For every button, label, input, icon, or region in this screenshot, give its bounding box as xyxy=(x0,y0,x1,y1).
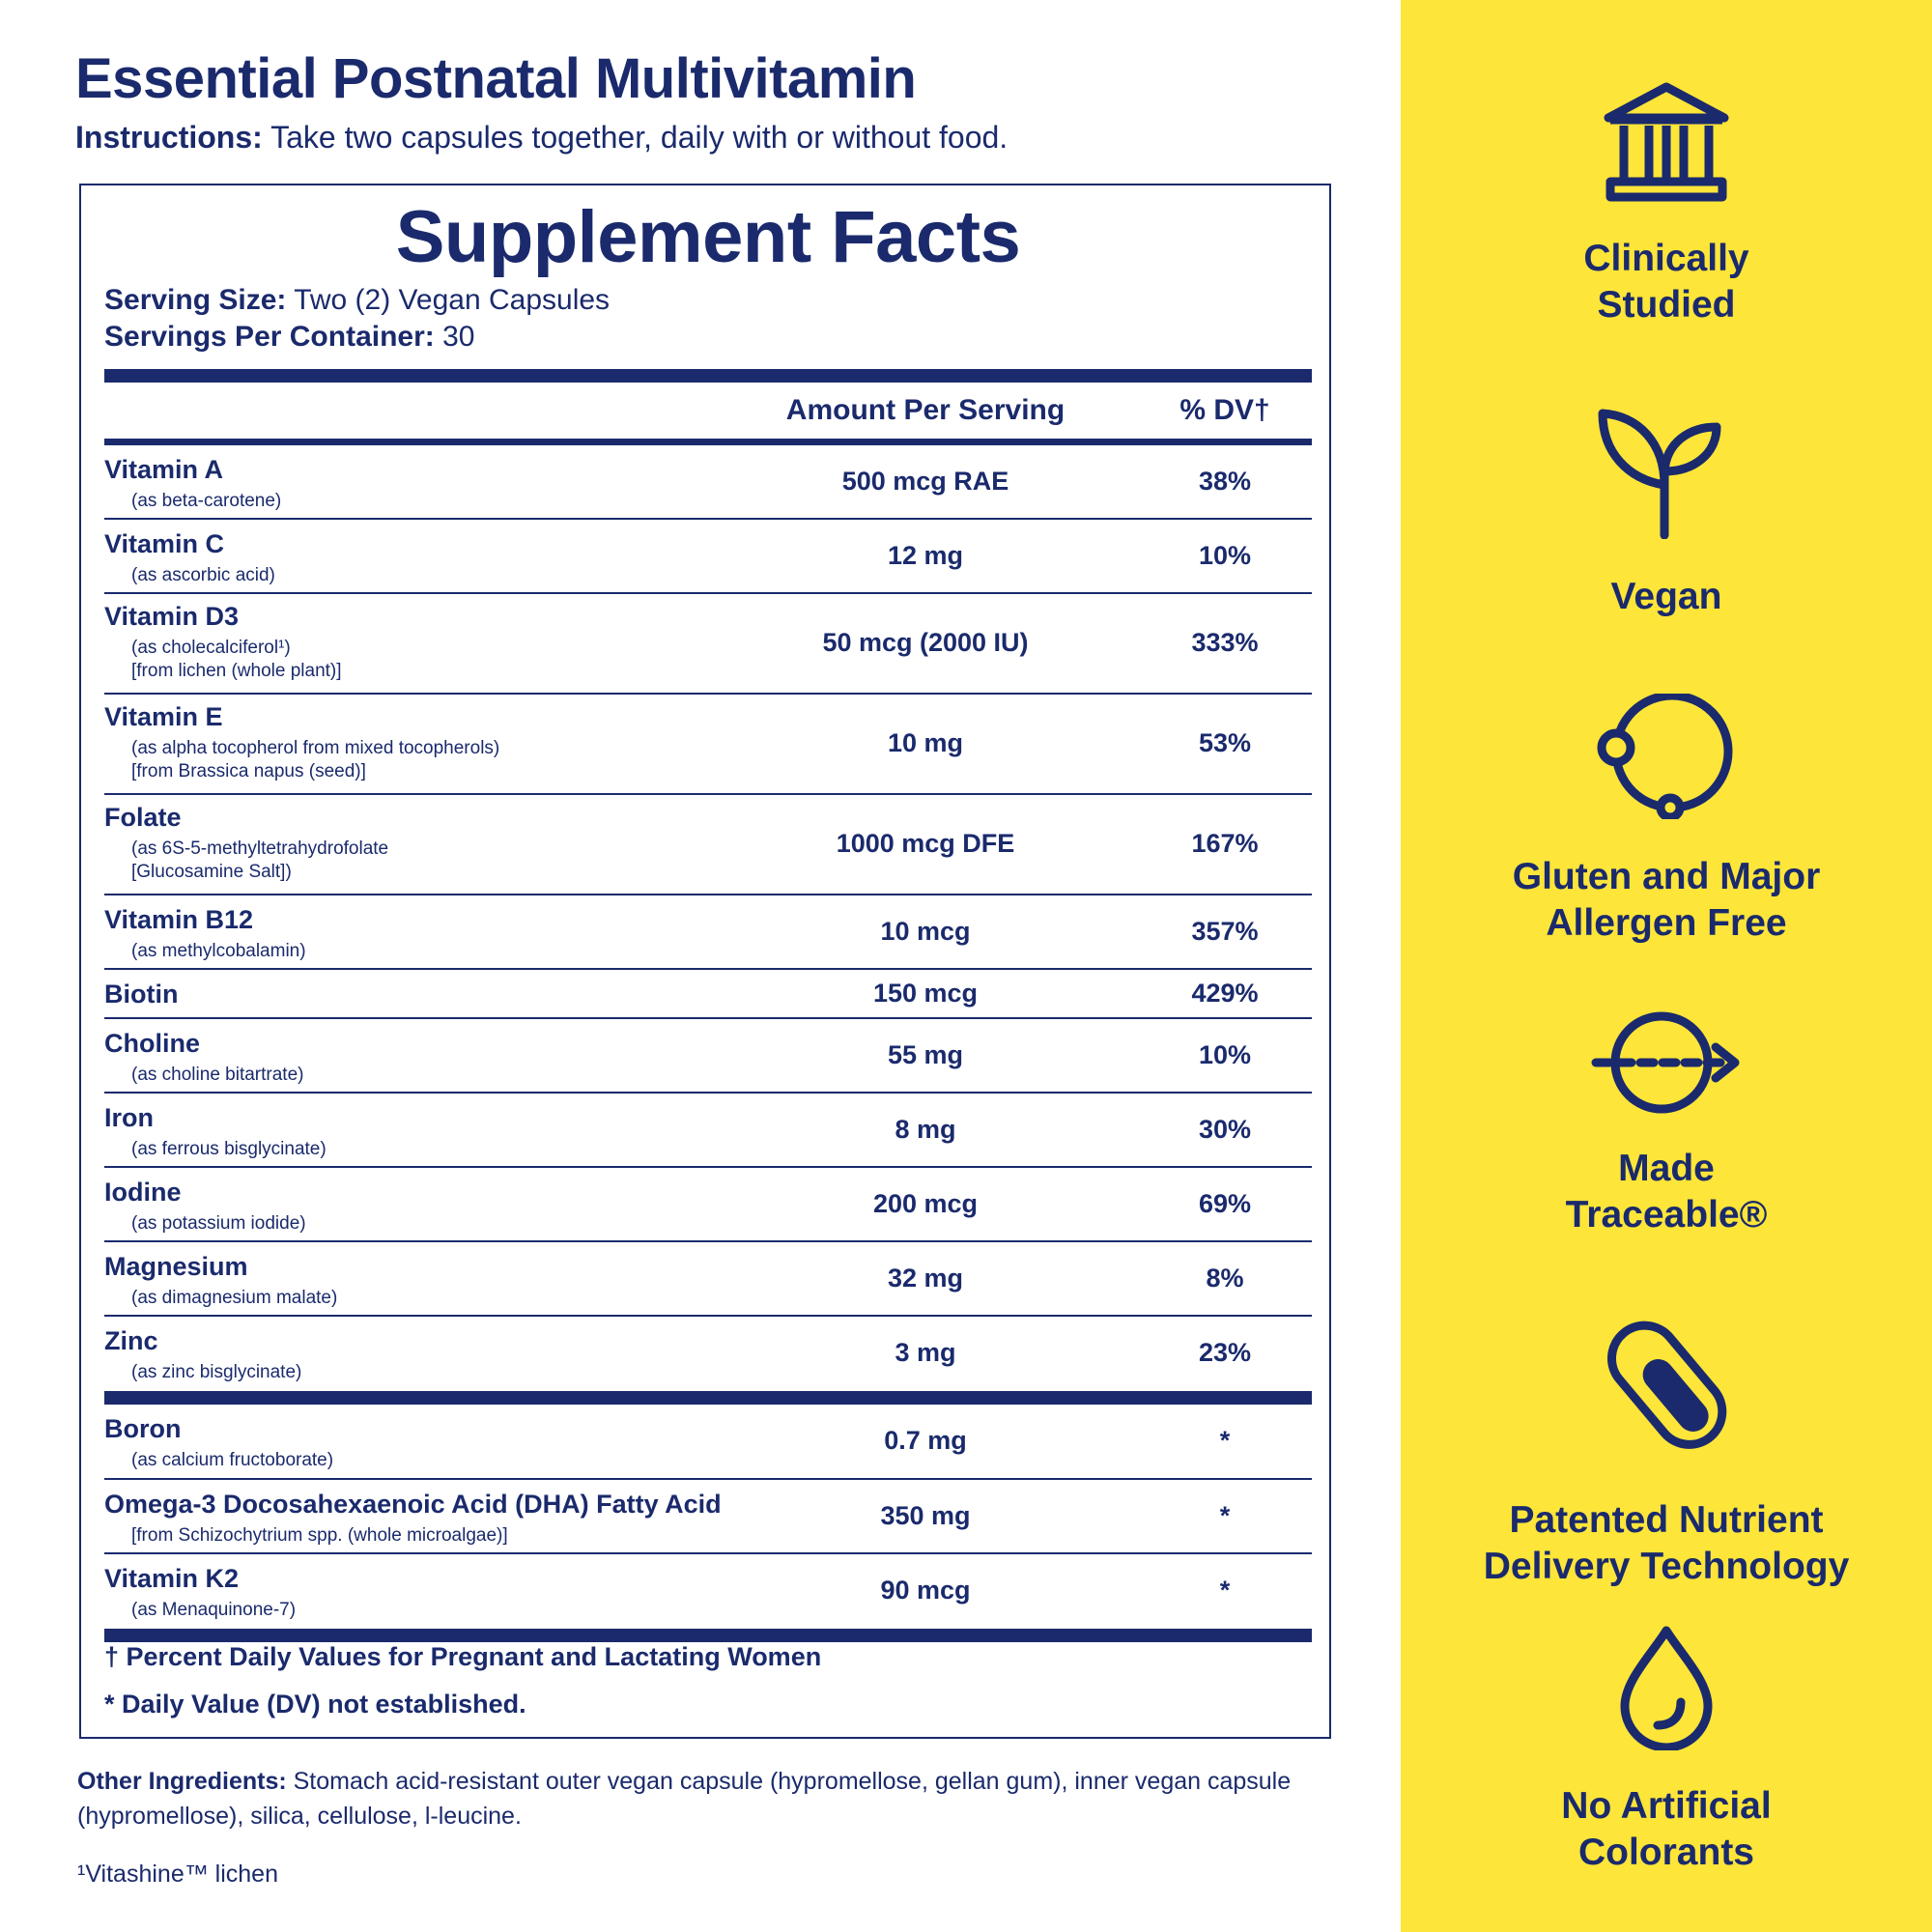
column-header-dv: % DV† xyxy=(1179,394,1270,426)
nutrient-row xyxy=(104,895,1312,970)
nutrient-name: Magnesium xyxy=(104,1252,248,1281)
nutrient-source: (as choline bitartrate) xyxy=(131,1065,304,1085)
nutrient-name: Vitamin A xyxy=(104,455,224,484)
badge-vegan xyxy=(1401,404,1932,620)
instructions-text: Take two capsules together, daily with or without food. xyxy=(262,120,1009,155)
nutrient-daily-value: 69% xyxy=(1198,1188,1252,1218)
nutrient-name: Iron xyxy=(104,1103,154,1132)
nutrient-name: Biotin xyxy=(104,979,179,1009)
nutrient-source: (as calcium fructoborate) xyxy=(131,1450,334,1470)
building-columns-icon xyxy=(1589,81,1744,207)
nutrient-daily-value: 10% xyxy=(1198,540,1252,570)
nutrient-daily-value: * xyxy=(1219,1426,1231,1455)
supplement-facts-content xyxy=(104,185,1312,1642)
badge-allergen-free xyxy=(1401,694,1932,947)
nutrient-amount: 32 mg xyxy=(887,1263,964,1293)
droplet-icon xyxy=(1613,1625,1719,1750)
nutrient-amount: 55 mg xyxy=(887,1039,964,1069)
nutrient-source: (as cholecalciferol¹) xyxy=(131,638,291,658)
nutrient-row xyxy=(104,795,1312,895)
nutrient-row xyxy=(104,970,1312,1019)
nutrient-daily-value: 53% xyxy=(1198,728,1252,757)
nutrient-amount: 150 mcg xyxy=(872,978,979,1008)
nutrient-source: (as beta-carotene) xyxy=(131,491,282,511)
nutrient-row xyxy=(104,520,1312,594)
nutrient-source: (as dimagnesium malate) xyxy=(131,1288,338,1308)
nutrient-daily-value: * xyxy=(1219,1575,1231,1605)
group-divider xyxy=(104,1391,1312,1405)
servings-per-container-label: Servings Per Container: xyxy=(104,321,435,353)
column-header-amount: Amount Per Serving xyxy=(785,394,1065,426)
nutrient-source: (as ascorbic acid) xyxy=(131,565,275,585)
nutrient-row xyxy=(104,1317,1312,1391)
nutrient-name: Vitamin E xyxy=(104,702,223,731)
other-ingredients xyxy=(77,1764,1352,1833)
nutrient-name: Vitamin C xyxy=(104,529,225,558)
serving-size-value: Two (2) Vegan Capsules xyxy=(286,284,611,316)
nutrient-amount: 500 mcg RAE xyxy=(841,466,1009,496)
instructions xyxy=(75,120,1008,156)
badge-clinically-studied xyxy=(1401,81,1932,328)
nutrient-source: [from Brassica napus (seed)] xyxy=(131,761,366,781)
nutrient-amount: 10 mcg xyxy=(880,916,971,946)
badge-label: Gluten and Major Allergen Free xyxy=(1512,856,1821,944)
badges-panel xyxy=(1401,0,1932,1932)
other-ingredients-label: Other Ingredients: xyxy=(77,1768,287,1795)
nutrient-daily-value: 30% xyxy=(1198,1114,1252,1144)
bottom-thick-divider xyxy=(104,1629,1312,1642)
nutrient-amount: 1000 mcg DFE xyxy=(836,829,1015,858)
nutrient-source: (as ferrous bisglycinate) xyxy=(131,1139,327,1159)
product-title: Essential Postnatal Multivitamin xyxy=(75,47,917,110)
header-divider xyxy=(104,439,1312,445)
nutrient-amount: 50 mcg (2000 IU) xyxy=(822,628,1029,657)
nutrient-row xyxy=(104,445,1312,520)
nutrient-name: Vitamin B12 xyxy=(104,905,254,934)
footnote-star: * Daily Value (DV) not established. xyxy=(104,1690,526,1719)
nutrient-amount: 12 mg xyxy=(887,540,964,570)
facts-title: Supplement Facts xyxy=(395,196,1021,278)
nutrient-name: Vitamin D3 xyxy=(104,602,240,631)
circle-dot-icon xyxy=(1589,694,1744,819)
nutrient-row xyxy=(104,1168,1312,1242)
badge-label: Patented Nutrient Delivery Technology xyxy=(1483,1499,1850,1587)
thick-divider xyxy=(104,369,1312,383)
nutrient-source: [from lichen (whole plant)] xyxy=(131,661,342,681)
nutrient-daily-value: 429% xyxy=(1191,978,1259,1008)
nutrient-row xyxy=(104,1019,1312,1094)
nutrient-name: Iodine xyxy=(104,1178,182,1207)
serving-size-label: Serving Size: xyxy=(104,284,287,316)
badge-label: Made Traceable® xyxy=(1565,1148,1768,1236)
nutrient-amount: 350 mg xyxy=(880,1500,971,1530)
nutrient-row xyxy=(104,1405,1312,1480)
nutrient-daily-value: 357% xyxy=(1191,916,1259,946)
nutrient-amount: 3 mg xyxy=(895,1337,956,1367)
nutrient-row xyxy=(104,695,1312,795)
nutrient-daily-value: 10% xyxy=(1198,1039,1252,1069)
badge-delivery-technology xyxy=(1401,1312,1932,1590)
badge-label: Vegan xyxy=(1610,576,1722,617)
nutrient-name: Vitamin K2 xyxy=(104,1564,240,1593)
nutrient-amount: 8 mg xyxy=(895,1114,956,1144)
nutrient-row xyxy=(104,1554,1312,1629)
badge-label: Clinically Studied xyxy=(1583,238,1749,326)
lichen-footnote: ¹Vitashine™ lichen xyxy=(77,1861,278,1888)
serving-size xyxy=(104,282,1312,319)
nutrient-daily-value: 333% xyxy=(1191,628,1259,657)
column-header-row xyxy=(104,383,1312,439)
servings-per-container xyxy=(104,319,1312,355)
nutrient-row xyxy=(104,1480,1312,1554)
capsule-icon xyxy=(1599,1312,1734,1457)
nutrient-amount: 200 mcg xyxy=(872,1188,979,1218)
badge-no-artificial-colorants xyxy=(1401,1625,1932,1876)
footnote-dagger: † Percent Daily Values for Pregnant and Lactating Women xyxy=(104,1642,822,1671)
nutrient-source: [Glucosamine Salt]) xyxy=(131,862,292,882)
nutrient-source: (as Menaquinone-7) xyxy=(131,1600,297,1620)
nutrient-amount: 10 mg xyxy=(887,728,964,757)
nutrient-name: Zinc xyxy=(104,1326,158,1355)
nutrient-row xyxy=(104,594,1312,695)
nutrient-source: (as alpha tocopherol from mixed tocopherols) xyxy=(131,738,500,758)
nutrient-source: (as zinc bisglycinate) xyxy=(131,1362,302,1382)
nutrient-name: Choline xyxy=(104,1029,200,1058)
badge-label: No Artificial Colorants xyxy=(1561,1785,1772,1873)
nutrient-daily-value: 38% xyxy=(1198,466,1252,496)
supplement-facts-panel xyxy=(79,184,1331,1739)
nutrient-row xyxy=(104,1242,1312,1317)
nutrient-name: Omega-3 Docosahexaenoic Acid (DHA) Fatty Acid xyxy=(104,1490,722,1519)
nutrient-daily-value: 8% xyxy=(1206,1263,1244,1293)
nutrient-name: Boron xyxy=(104,1414,182,1443)
nutrient-name: Folate xyxy=(104,803,182,832)
nutrient-source: (as potassium iodide) xyxy=(131,1213,306,1234)
other-ingredients-text: Stomach acid-resistant outer vegan capsule (hypromellose, gellan gum), inner vegan capsule (hypromellose), silica, cellulose, l-leucine. xyxy=(77,1768,1292,1830)
servings-per-container-value: 30 xyxy=(434,321,475,353)
nutrient-source: [from Schizochytrium spp. (whole microalgae)] xyxy=(131,1525,508,1546)
sprout-icon xyxy=(1589,404,1744,539)
nutrient-row xyxy=(104,1094,1312,1168)
nutrient-amount: 0.7 mg xyxy=(884,1426,967,1455)
instructions-label: Instructions: xyxy=(75,120,263,155)
trace-arrow-icon xyxy=(1584,1010,1748,1117)
badge-made-traceable xyxy=(1401,1010,1932,1238)
nutrient-source: (as methylcobalamin) xyxy=(131,941,306,961)
nutrient-source: (as 6S-5-methyltetrahydrofolate xyxy=(131,838,389,859)
nutrient-daily-value: 23% xyxy=(1198,1337,1252,1367)
nutrient-group-other xyxy=(104,1405,1312,1629)
nutrient-daily-value: 167% xyxy=(1191,829,1259,858)
nutrient-group-vitamins-minerals xyxy=(104,445,1312,1391)
nutrient-daily-value: * xyxy=(1219,1500,1231,1530)
nutrient-amount: 90 mcg xyxy=(880,1575,971,1605)
